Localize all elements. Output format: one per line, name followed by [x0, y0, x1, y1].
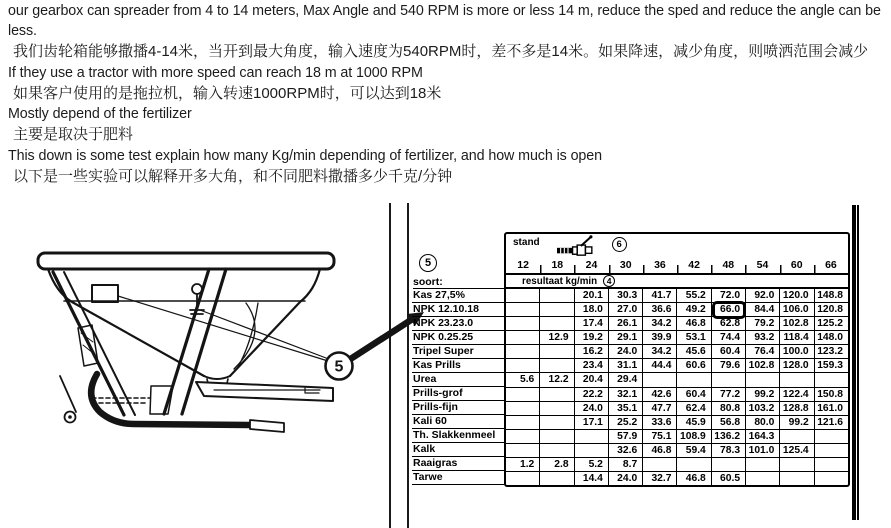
kg-cell [539, 289, 573, 302]
kg-cell: 34.2 [642, 317, 676, 330]
intro-text [8, 1, 884, 187]
kg-cell: 24.0 [574, 402, 608, 415]
kg-cell: 60.4 [711, 345, 745, 358]
kg-cell: 79.6 [711, 359, 745, 372]
kg-cell: 150.8 [814, 388, 848, 401]
row-label: Kalk [412, 443, 504, 457]
table-body [506, 289, 848, 485]
kg-cell: 49.2 [676, 303, 710, 316]
highlighted-kg-value: 66.0 [720, 304, 741, 316]
kg-cell: 12.9 [539, 331, 573, 344]
kg-cell: 34.2 [642, 345, 676, 358]
kg-cell: 125.4 [779, 444, 813, 457]
highlighted-kg-cell [711, 303, 745, 316]
kg-cell: 74.4 [711, 331, 745, 344]
stand-column-header: 42 [677, 258, 711, 273]
table-row [506, 387, 848, 401]
kg-cell: 118.4 [779, 331, 813, 344]
kg-cell [506, 345, 539, 358]
kg-cell: 128.0 [779, 359, 813, 372]
kg-cell [745, 373, 779, 386]
kg-cell: 24.0 [608, 472, 642, 485]
kg-cell: 26.1 [608, 317, 642, 330]
paragraph-gearbox-en: our gearbox can spreader from 4 to 14 meters, Max Angle and 540 RPM is more or less 14 m, reduce the sped and reduce the angle can be less. [8, 3, 881, 39]
label-plate [92, 285, 118, 302]
kg-cell: 16.2 [574, 345, 608, 358]
kg-cell: 30.3 [608, 289, 642, 302]
kg-cell [676, 373, 710, 386]
kg-cell: 46.8 [642, 444, 676, 457]
paragraph-tractor-zh: 如果客户使用的是拖拉机，输入转速1000RPM时，可以达到18米 [13, 84, 442, 102]
kg-cell [745, 458, 779, 471]
kg-cell: 42.6 [642, 388, 676, 401]
kg-cell: 102.8 [745, 359, 779, 372]
kg-cell [574, 430, 608, 443]
kg-cell: 161.0 [814, 402, 848, 415]
kg-cell: 32.7 [642, 472, 676, 485]
kg-cell: 29.4 [608, 373, 642, 386]
stand-column-header: 30 [609, 258, 643, 273]
kg-cell [506, 402, 539, 415]
item-6-marker: 6 [612, 237, 627, 252]
kg-cell [539, 303, 573, 316]
kg-cell: 122.4 [779, 388, 813, 401]
result-label: resultaat kg/min [522, 275, 598, 287]
kg-cell [506, 444, 539, 457]
kg-cell: 53.1 [676, 331, 710, 344]
table-row [506, 289, 848, 302]
kg-cell: 5.6 [519, 374, 535, 386]
kg-cell: 108.9 [676, 430, 710, 443]
kg-cell: 46.8 [676, 472, 710, 485]
kg-cell: 148.8 [814, 289, 848, 302]
kg-cell: 100.0 [779, 345, 813, 358]
hopper-throat [204, 376, 230, 379]
stand-label: stand [513, 237, 540, 248]
paragraph-gearbox-zh: 我们齿轮箱能够撒播4-14米，当开到最大角度，输入速度为540RPM时，差不多是14米。如果降速，减少角度，则喷洒范围会减少 [13, 43, 869, 60]
row-label: Urea [412, 373, 504, 387]
kg-cell: 35.1 [608, 402, 642, 415]
kg-cell: 32.1 [608, 388, 642, 401]
arrow-to-table [352, 320, 411, 358]
kg-cell: 72.0 [711, 289, 745, 302]
table-row [506, 316, 848, 330]
fertilizer-labels-column [412, 289, 504, 485]
kg-cell: 121.6 [814, 416, 848, 429]
paragraph-test-zh: 以下是一些实验可以解释开多大角，和不同肥料撒播多少千克/分钟 [13, 167, 453, 185]
kg-cell [506, 289, 539, 302]
item-5-marker: 5 [419, 254, 437, 272]
kg-cell [779, 430, 813, 443]
diagram-item-5-number: 5 [334, 358, 344, 376]
kg-cell: 1.2 [519, 458, 535, 470]
kg-cell: 62.8 [711, 317, 745, 330]
kg-cell: 60.5 [711, 472, 745, 485]
result-header [506, 273, 848, 289]
kg-cell [779, 458, 813, 471]
kg-cell [539, 345, 573, 358]
row-label: NPK 23.23.0 [412, 317, 504, 331]
kg-cell: 120.8 [814, 303, 848, 316]
hopper-rim [38, 253, 334, 269]
kg-cell: 128.8 [779, 402, 813, 415]
kg-cell: 60.4 [676, 388, 710, 401]
table-row [506, 443, 848, 457]
kg-cell: 27.0 [608, 303, 642, 316]
dashed-shaft [92, 398, 150, 403]
kg-cell: 8.7 [608, 458, 642, 471]
kg-cell [506, 388, 539, 401]
kg-cell: 33.6 [642, 416, 676, 429]
kg-cell: 5.2 [574, 458, 608, 471]
kg-cell: 159.3 [814, 359, 848, 372]
row-label: Th. Slakkenmeel [412, 429, 504, 443]
kg-cell: 123.2 [814, 345, 848, 358]
paragraph-test-en: This down is some test explain how many Kg/min depending of fertilizer, and how much is open [8, 147, 602, 164]
lower-link-arm [196, 382, 333, 401]
kg-cell: 17.1 [574, 416, 608, 429]
kg-cell [814, 373, 848, 386]
kg-cell: 19.2 [574, 331, 608, 344]
stand-column-header: 18 [540, 258, 574, 273]
kg-cell [814, 458, 848, 471]
kg-cell: 29.1 [608, 331, 642, 344]
kg-cell [506, 472, 539, 485]
stand-columns [506, 258, 848, 273]
kg-cell: 148.0 [814, 331, 848, 344]
callout-line-2 [200, 310, 326, 358]
kg-cell: 92.0 [745, 289, 779, 302]
item-4-marker: 4 [603, 275, 615, 287]
kg-cell: 76.4 [745, 345, 779, 358]
table-row [506, 415, 848, 429]
kg-cell [745, 472, 779, 485]
kg-cell: 99.2 [779, 416, 813, 429]
kg-cell [779, 472, 813, 485]
kg-cell: 80.0 [745, 416, 779, 429]
kg-cell [539, 359, 573, 372]
soort-label: soort: [413, 276, 504, 289]
kg-cell [506, 331, 539, 344]
kg-cell: 14.4 [574, 472, 608, 485]
kg-cell [506, 303, 539, 316]
kg-cell: 103.2 [745, 402, 779, 415]
kg-cell [539, 444, 573, 457]
kg-cell: 36.6 [642, 303, 676, 316]
row-label: Kali 60 [412, 415, 504, 429]
kg-cell: 77.2 [711, 388, 745, 401]
kg-cell [539, 416, 573, 429]
table-row [506, 358, 848, 372]
kg-cell: 93.2 [745, 331, 779, 344]
kg-cell: 125.2 [814, 317, 848, 330]
table-row [506, 471, 848, 485]
kg-cell: 60.6 [676, 359, 710, 372]
row-label: Tarwe [412, 471, 504, 485]
table-row [506, 457, 848, 471]
row-label: Prills-grof [412, 387, 504, 401]
kg-cell [506, 430, 539, 443]
kg-cell: 46.8 [676, 317, 710, 330]
kg-cell: 32.6 [608, 444, 642, 457]
stand-column-header: 12 [517, 259, 529, 271]
kg-cell: 136.2 [711, 430, 745, 443]
kg-cell: 55.2 [676, 289, 710, 302]
kg-cell: 47.7 [642, 402, 676, 415]
kg-cell: 22.2 [574, 388, 608, 401]
kg-cell [539, 472, 573, 485]
hopper-right-wall [230, 269, 320, 376]
kg-cell [711, 458, 745, 471]
kg-cell: 12.2 [539, 373, 573, 386]
kg-cell: 102.8 [779, 317, 813, 330]
pivot-bolt-center [68, 415, 72, 419]
table-row [506, 330, 848, 344]
kg-cell [539, 317, 573, 330]
kg-cell: 78.3 [711, 444, 745, 457]
page-rule-right [852, 205, 859, 520]
kg-cell: 24.0 [608, 345, 642, 358]
table-row [506, 344, 848, 358]
stand-column-header: 60 [780, 258, 814, 273]
pivot-support [60, 376, 76, 412]
row-label: NPK 0.25.25 [412, 331, 504, 345]
kg-cell: 18.0 [574, 303, 608, 316]
kg-cell: 45.6 [676, 345, 710, 358]
row-label: Prills-fijn [412, 401, 504, 415]
row-label: Tripel Super [412, 345, 504, 359]
kg-cell: 23.4 [574, 359, 608, 372]
kg-cell: 101.0 [745, 444, 779, 457]
kg-cell [539, 388, 573, 401]
kg-cell [642, 373, 676, 386]
kg-cell: 41.7 [642, 289, 676, 302]
paragraph-fertilizer-zh: 主要是取决于肥料 [13, 126, 134, 143]
kg-cell: 45.9 [676, 416, 710, 429]
kg-cell: 56.8 [711, 416, 745, 429]
kg-cell [574, 444, 608, 457]
kg-cell [814, 472, 848, 485]
stand-column-header: 36 [643, 258, 677, 273]
kg-cell [506, 359, 539, 372]
kg-cell: 31.1 [608, 359, 642, 372]
kg-cell [539, 402, 573, 415]
lever-icon [554, 235, 604, 257]
paragraph-tractor-en: If they use a tractor with more speed can reach 18 m at 1000 RPM [8, 64, 423, 81]
kg-cell [642, 458, 676, 471]
kg-cell: 20.4 [574, 373, 608, 386]
table-row [506, 302, 848, 316]
stand-column-header: 54 [745, 258, 779, 273]
row-label: Raaigras [412, 457, 504, 471]
kg-cell: 17.4 [574, 317, 608, 330]
bottom-tube-stub [250, 420, 284, 432]
kg-cell: 59.4 [676, 444, 710, 457]
kg-cell: 99.2 [745, 388, 779, 401]
kg-cell: 25.2 [608, 416, 642, 429]
kg-cell [506, 317, 539, 330]
row-label: Kas Prills [412, 359, 504, 373]
kg-cell [539, 430, 573, 443]
kg-cell [711, 373, 745, 386]
kg-cell [814, 444, 848, 457]
paragraph-fertilizer-en: Mostly depend of the fertilizer [8, 106, 192, 122]
stand-column-header: 66 [814, 258, 848, 273]
table-row [506, 372, 848, 386]
kg-cell: 75.1 [642, 430, 676, 443]
kg-cell: 79.2 [745, 317, 779, 330]
kg-cell [779, 373, 813, 386]
kg-cell: 57.9 [608, 430, 642, 443]
table-row [506, 401, 848, 415]
table-row [506, 429, 848, 443]
row-label: NPK 12.10.18 [412, 303, 504, 317]
kg-cell [814, 430, 848, 443]
kg-cell: 120.0 [779, 289, 813, 302]
kg-cell: 20.1 [574, 289, 608, 302]
kg-cell: 106.0 [779, 303, 813, 316]
frame-left-leg-inner [64, 272, 135, 415]
row-label: Kas 27,5% [412, 289, 504, 303]
kg-cell: 80.8 [711, 402, 745, 415]
kg-cell: 44.4 [642, 359, 676, 372]
kg-cell: 164.3 [745, 430, 779, 443]
kg-cell: 62.4 [676, 402, 710, 415]
stand-column-header: 48 [711, 258, 745, 273]
kg-cell: 39.9 [642, 331, 676, 344]
kg-cell: 2.8 [539, 458, 573, 471]
stand-column-header: 24 [574, 258, 608, 273]
stand-header [506, 234, 848, 258]
kg-cell [506, 416, 539, 429]
kg-per-min-grid [504, 232, 850, 487]
kg-cell: 84.4 [745, 303, 779, 316]
kg-cell [676, 458, 710, 471]
spreader-diagram [0, 228, 430, 528]
